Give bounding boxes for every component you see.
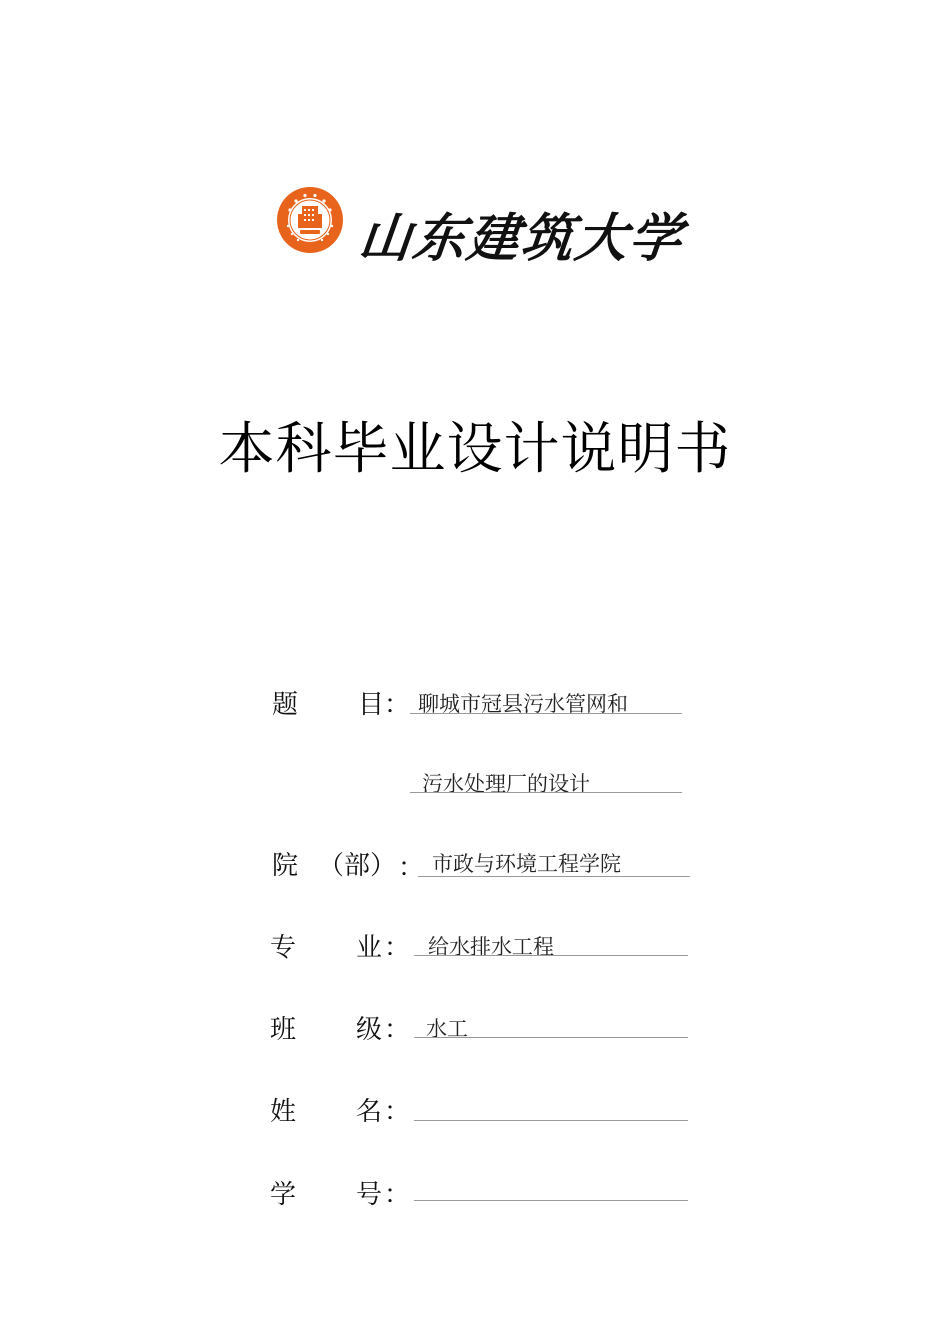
topic-value-line-2: 污水处理厂的设计 [422, 772, 590, 796]
university-name-calligraphy: 山东建筑大学 [355, 208, 687, 269]
student-id-colon: ： [384, 1180, 411, 1210]
class-label-char-1: 班 [270, 1015, 297, 1045]
major-label-char-1: 专 [270, 933, 297, 963]
department-value: 市政与环境工程学院 [432, 852, 621, 876]
university-seal-logo [276, 186, 344, 254]
student-id-label-char-1: 学 [270, 1180, 297, 1210]
name-label-char-2: 名 [356, 1097, 383, 1127]
major-label-char-2: 业 [356, 933, 383, 963]
student-id-underline [414, 1200, 688, 1201]
department-underline [418, 876, 690, 877]
topic-label-char-1: 题 [272, 690, 299, 720]
topic-label-char-2: 目 [358, 690, 385, 720]
major-underline [414, 955, 688, 956]
class-colon: ： [384, 1015, 411, 1045]
name-colon: ： [384, 1097, 411, 1127]
topic-underline-2 [410, 792, 682, 793]
document-title: 本科毕业设计说明书 [218, 417, 732, 482]
major-value: 给水排水工程 [428, 935, 554, 959]
student-id-label-char-2: 号 [356, 1180, 383, 1210]
department-label-char-2: （部） [318, 851, 397, 881]
department-label-char-1: 院 [272, 851, 299, 881]
department-colon: ： [398, 853, 425, 883]
name-label-char-1: 姓 [270, 1097, 297, 1127]
topic-colon: ： [384, 690, 411, 720]
major-colon: ： [384, 933, 411, 963]
class-underline [414, 1037, 688, 1038]
class-value: 水工 [426, 1017, 468, 1041]
class-label-char-2: 级 [356, 1015, 383, 1045]
name-underline [414, 1120, 688, 1121]
topic-underline-1 [410, 713, 682, 714]
topic-value-line-1: 聊城市冠县污水管网和 [418, 692, 628, 716]
